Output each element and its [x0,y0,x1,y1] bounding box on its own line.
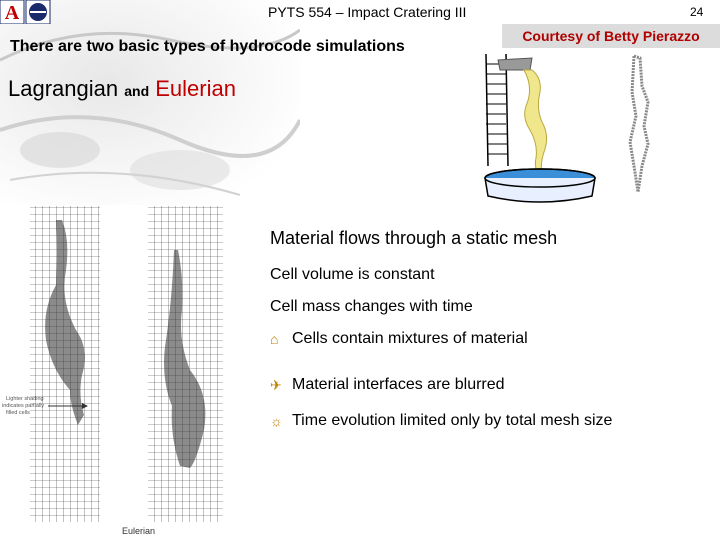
page-number: 24 [690,5,704,19]
intro-text: There are two basic types of hydrocode simulations [10,38,405,55]
terrain-background [0,0,300,205]
and-label: and [124,83,150,99]
simulation-types [8,76,236,102]
subbullet-time-evolution [270,412,612,430]
courtesy-label: Courtesy of Betty Pierazzo [502,24,720,48]
eulerian-illustration [480,48,720,208]
eulerian-grid-figure [0,200,240,540]
house-icon: ⌂ [270,331,279,347]
bullet-cell-mass: Cell mass changes with time [270,298,473,315]
main-bullet: Material flows through a static mesh [270,228,558,248]
subbullet-mixtures-text: Cells contain mixtures of material [292,330,528,347]
annotation-line-1: Lighter shading [6,396,44,402]
university-logos [0,0,52,24]
eulerian-label: Eulerian [155,76,236,101]
annotation-line-2: indicates partially [2,403,45,409]
subbullet-mixtures [270,330,528,348]
subbullet-time-evolution-text: Time evolution limited only by total mesh size [292,412,613,429]
lagrangian-label: Lagrangian [8,76,119,101]
sun-icon: ☼ [270,413,283,429]
svg-text:A: A [4,2,20,24]
plane-icon: ✈ [270,376,282,393]
bullet-cell-volume: Cell volume is constant [270,266,435,283]
subbullet-interfaces-text: Material interfaces are blurred [292,376,505,393]
subbullet-interfaces [270,376,505,394]
annotation-line-3: filled cells [6,410,30,416]
figure-caption: Eulerian [122,526,156,536]
slide-header-title: PYTS 554 – Impact Cratering III [268,4,467,20]
